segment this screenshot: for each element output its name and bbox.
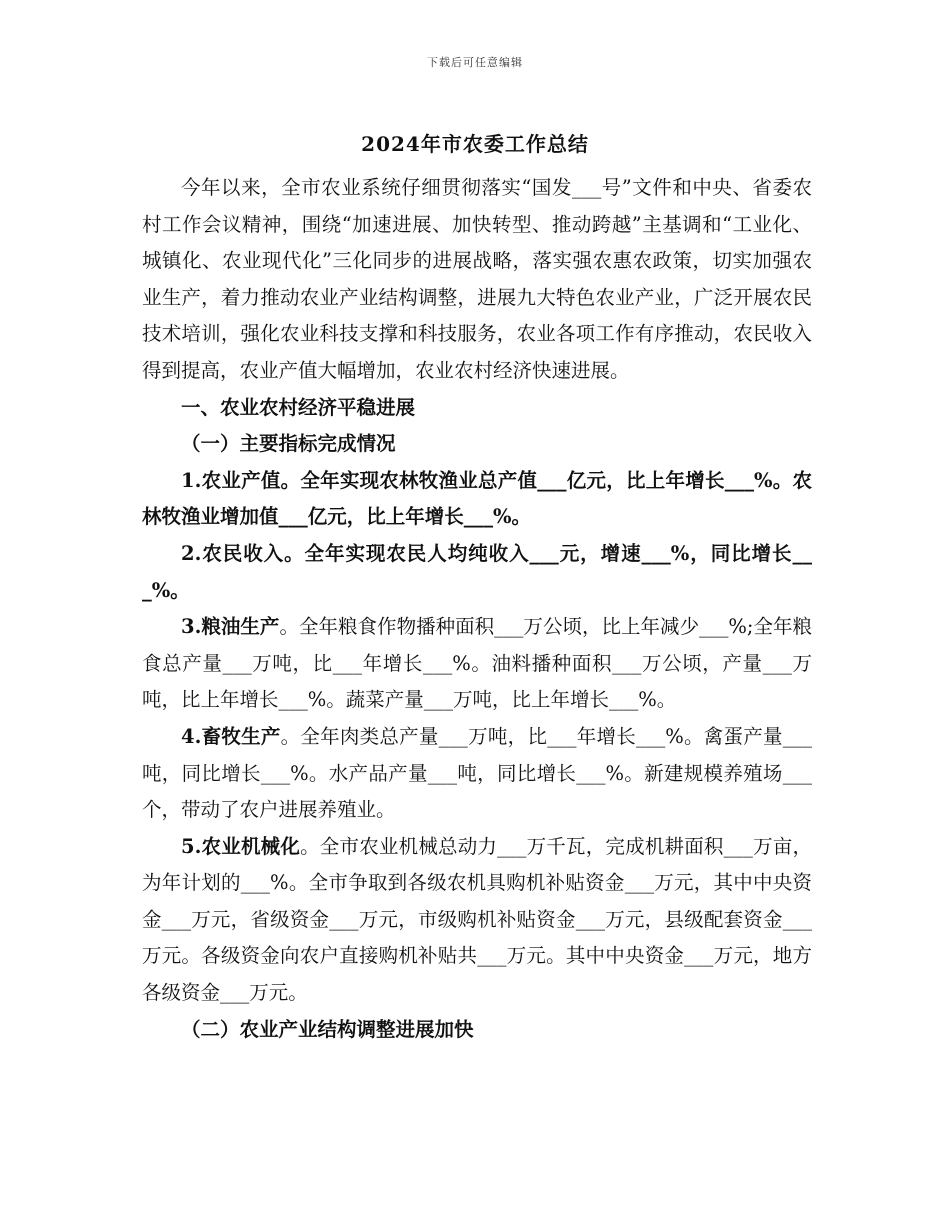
item-livestock-production <box>142 719 812 829</box>
item-mechanization-text: 。全市农业机械总动力___万千瓦，完成机耕面积___万亩，为年计划的___%。全市争取到各级农机具购机补贴资金___万元，其中中央资金___万元，省级资金___万元，市级购机补贴资金___万元，县级配套资金___万元。各级资金向农户直接购机补贴共___万元。其中中央资金___万元，地方各级资金___万元。 <box>142 834 812 1005</box>
intro-paragraph: 今年以来，全市农业系统仔细贯彻落实“国发___号”文件和中央、省委农村工作会议精神，围绕“加速进展、加快转型、推动跨越”主基调和“工业化、城镇化、农业现代化”三化同步的进展战略，落实强农惠农政策，切实加强农业生产，着力推动农业产业结构调整，进展九大特色农业产业，广泛开展农民技术培训，强化农业科技支撑和科技服务，农业各项工作有序推动，农民收入得到提高，农业产值大幅增加，农业农村经济快速进展。 <box>142 176 812 382</box>
item-grain-oil-text: 。全年粮食作物播种面积___万公顷，比上年减少___%;全年粮食总产量___万吨，比___年增长___%。油料播种面积___万公顷，产量___万吨，比上年增长___%。蔬菜产量___万吨，比上年增长___%。 <box>142 615 812 712</box>
subsection-2-heading: （二）农业产业结构调整进展加快 <box>181 1017 474 1041</box>
document-body <box>142 170 812 1048</box>
item-farmer-income: 2.农民收入。全年实现农民人均纯收入___元，增速___%，同比增长___%。 <box>142 541 812 602</box>
header-note: 下载后可任意编辑 <box>427 56 523 69</box>
item-grain-oil-production <box>142 609 812 719</box>
subsection-1-heading: （一）主要指标完成情况 <box>181 432 396 456</box>
item-grain-oil-lead: 3.粮油生产 <box>181 615 280 639</box>
section-1-heading: 一、农业农村经济平稳进展 <box>181 395 416 419</box>
item-mechanization <box>142 829 812 1012</box>
document-title: 2024年市农委工作总结 <box>361 132 589 156</box>
item-agricultural-output: 1.农业产值。全年实现农林牧渔业总产值___亿元，比上年增长___%。农林牧渔业增加值___亿元，比上年增长___%。 <box>142 468 812 529</box>
item-livestock-text: 。全年肉类总产量___万吨，比___年增长___%。禽蛋产量___吨，同比增长___%。水产品产量___吨，同比增长___%。新建规模养殖场___个，带动了农户进展养殖业。 <box>142 724 813 822</box>
item-livestock-lead: 4.畜牧生产 <box>181 724 281 748</box>
item-mechanization-lead: 5.农业机械化 <box>181 834 301 858</box>
